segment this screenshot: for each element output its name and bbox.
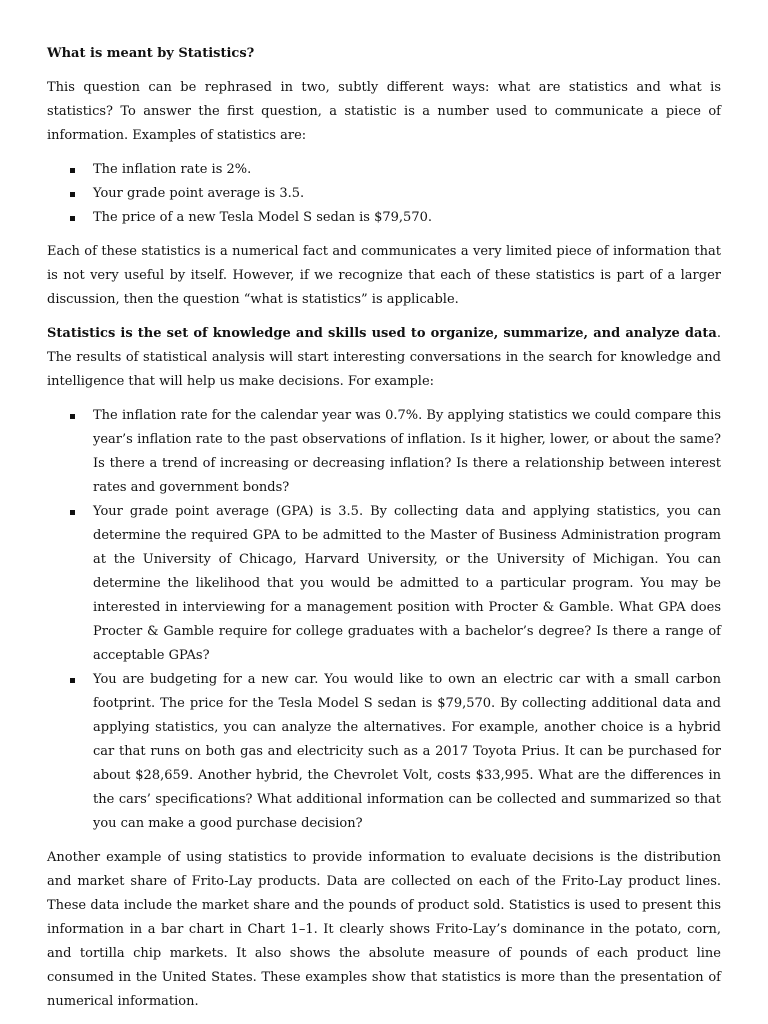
list-item-text: The inflation rate for the calendar year was 0.7%. By applying statistics we could compare this year’s inflation rate to the past observations of inflation. Is it higher, lower, or about the same? Is there a trend of increasing or decreasing inflation? Is there a relationship between interest rates and government bonds? [93,408,721,495]
list-item [47,668,721,836]
list-item [47,206,721,230]
square-bullet-icon [70,192,75,197]
definition-paragraph [47,322,721,394]
list-item-text: Your grade point average (GPA) is 3.5. By collecting data and applying statistics, you can determine the required GPA to be admitted to the Master of Business Administration program at the University of Chicago, Harvard University, or the University of Michigan. You can determine the likelihood that you would be admitted to a particular program. You may be interested in interviewing for a management position with Procter & Gamble. What GPA does Procter & Gamble require for college graduates with a bachelor’s degree? Is there a range of acceptable GPAs? [93,504,721,663]
square-bullet-icon [70,168,75,173]
square-bullet-icon [70,678,75,683]
square-bullet-icon [70,414,75,419]
numerical-fact-paragraph: Each of these statistics is a numerical fact and communicates a very limited piece of information that is not very useful by itself. However, if we recognize that each of these statistics is part of a larger discussion, then the question “what is statistics” is applicable. [47,244,721,307]
details-list [47,404,721,836]
section-heading: What is meant by Statistics? [47,46,255,61]
list-item [47,158,721,182]
square-bullet-icon [70,216,75,221]
document-page [47,40,721,1024]
definition-bold-text: Statistics is the set of knowledge and skills used to organize, summarize, and analyze data [47,326,717,341]
list-item [47,500,721,668]
square-bullet-icon [70,510,75,515]
list-item-text: The price of a new Tesla Model S sedan is $79,570. [93,210,432,225]
examples-list [47,158,721,230]
list-item-text: Your grade point average is 3.5. [93,186,305,201]
list-item [47,182,721,206]
intro-paragraph: This question can be rephrased in two, subtly different ways: what are statistics and what is statistics? To answer the first question, a statistic is a number used to communicate a piece of information. Examples of statistics are: [47,80,721,143]
list-item [47,404,721,500]
list-item-text: The inflation rate is 2%. [93,162,252,177]
definition-rest-text: . The results of statistical analysis will start interesting conversations in the search for knowledge and intelligence that will help us make decisions. For example: [47,326,721,389]
closing-paragraph: Another example of using statistics to provide information to evaluate decisions is the distribution and market share of Frito-Lay products. Data are collected on each of the Frito-Lay product lines. These data include the market share and the pounds of product sold. Statistics is used to present this information in a bar chart in Chart 1–1. It clearly shows Frito-Lay’s dominance in the potato, corn, and tortilla chip markets. It also shows the absolute measure of pounds of each product line consumed in the United States. These examples show that statistics is more than the presentation of numerical information. [47,850,721,1009]
list-item-text: You are budgeting for a new car. You would like to own an electric car with a small carbon footprint. The price for the Tesla Model S sedan is $79,570. By collecting additional data and applying statistics, you can analyze the alternatives. For example, another choice is a hybrid car that runs on both gas and electricity such as a 2017 Toyota Prius. It can be purchased for about $28,659. Another hybrid, the Chevrolet Volt, costs $33,995. What are the differences in the cars’ specifications? What additional information can be collected and summarized so that you can make a good purchase decision? [93,672,721,831]
